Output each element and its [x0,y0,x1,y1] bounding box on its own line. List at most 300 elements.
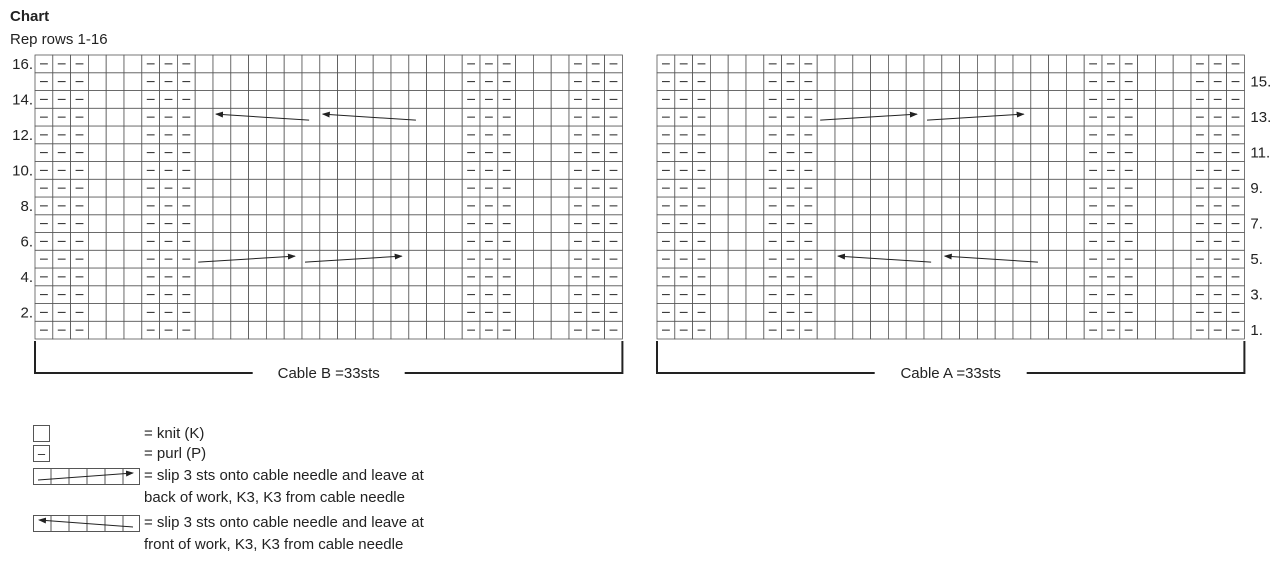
knit-stitch-cell [942,144,960,162]
knit-stitch-cell [728,197,746,215]
knit-stitch-cell [284,197,302,215]
knit-stitch-cell [249,73,267,91]
knit-stitch-cell [213,233,231,251]
knit-stitch-cell [995,108,1013,126]
knit-stitch-cell [924,55,942,73]
knit-stitch-cell [960,144,978,162]
knit-stitch-cell [1155,250,1173,268]
knit-stitch-cell [391,215,409,233]
legend-knit-text: = knit (K) [144,425,205,442]
knit-stitch-cell [302,162,320,180]
knit-stitch-cell [427,179,445,197]
knit-stitch-cell [284,55,302,73]
knit-stitch-cell [106,55,124,73]
knit-stitch-cell [710,162,728,180]
knit-stitch-cell [1066,268,1084,286]
knit-stitch-cell [710,286,728,304]
knit-stitch-cell [302,250,320,268]
knit-stitch-cell [373,304,391,322]
knit-stitch-cell [391,268,409,286]
knit-stitch-cell [355,144,373,162]
knit-stitch-cell [853,286,871,304]
knit-stitch-cell [888,108,906,126]
knit-stitch-cell [1031,162,1049,180]
knit-stitch-cell [409,233,427,251]
knit-stitch-cell [1173,286,1191,304]
knit-stitch-cell [853,162,871,180]
knit-stitch-cell [728,55,746,73]
knit-stitch-cell [1155,73,1173,91]
knit-stitch-cell [302,304,320,322]
knit-stitch-cell [213,197,231,215]
knit-stitch-cell [320,108,338,126]
knit-stitch-cell [1155,108,1173,126]
knit-stitch-cell [302,233,320,251]
knit-stitch-cell [942,233,960,251]
knit-stitch-cell [888,197,906,215]
knit-stitch-cell [551,144,569,162]
knit-stitch-cell [266,233,284,251]
knit-stitch-cell [391,91,409,109]
knit-stitch-cell [124,179,142,197]
knit-stitch-cell [355,126,373,144]
knit-stitch-cell [373,73,391,91]
knit-stitch-cell [355,233,373,251]
row-label: 12. [12,126,33,144]
row-label: 5. [1250,251,1263,269]
knit-stitch-cell [1138,55,1156,73]
knit-stitch-cell [195,91,213,109]
knit-stitch-cell [302,197,320,215]
knit-stitch-cell [1138,286,1156,304]
knit-stitch-cell [427,162,445,180]
knit-stitch-cell [853,233,871,251]
knit-stitch-cell [249,144,267,162]
row-label: 6. [20,233,33,251]
knit-stitch-cell [1173,73,1191,91]
knit-stitch-cell [266,215,284,233]
knit-stitch-cell [1173,215,1191,233]
knit-stitch-cell [213,126,231,144]
knit-stitch-cell [942,304,960,322]
knit-stitch-cell [231,108,249,126]
knit-stitch-cell [88,321,106,339]
knit-stitch-cell [1138,304,1156,322]
knit-stitch-cell [266,304,284,322]
knit-stitch-cell [1049,233,1067,251]
knit-stitch-cell [195,73,213,91]
knit-stitch-cell [924,233,942,251]
knit-stitch-cell [266,55,284,73]
knit-stitch-cell [728,321,746,339]
knit-stitch-cell [977,91,995,109]
knit-stitch-cell [302,286,320,304]
knit-stitch-cell [444,215,462,233]
knit-stitch-cell [320,126,338,144]
knit-stitch-cell [338,108,356,126]
knit-stitch-cell [924,268,942,286]
knit-stitch-cell [746,250,764,268]
knit-stitch-cell [88,179,106,197]
knit-stitch-cell [231,126,249,144]
knit-stitch-cell [195,126,213,144]
knit-stitch-cell [1155,286,1173,304]
knit-stitch-cell [249,91,267,109]
knit-stitch-cell [427,126,445,144]
knit-stitch-cell [516,321,534,339]
knit-stitch-cell [551,321,569,339]
knit-stitch-cell [231,233,249,251]
knit-stitch-cell [746,91,764,109]
knit-stitch-cell [231,91,249,109]
knit-stitch-cell [355,321,373,339]
row-label: 8. [20,197,33,215]
knit-stitch-cell [924,179,942,197]
knit-stitch-cell [924,321,942,339]
knit-stitch-cell [409,144,427,162]
knit-stitch-cell [977,268,995,286]
cable-name-label: Cable A =33sts [900,365,1001,382]
knit-stitch-cell [106,126,124,144]
knit-stitch-cell [995,197,1013,215]
knit-stitch-cell [284,304,302,322]
knit-stitch-cell [995,268,1013,286]
knit-stitch-cell [710,108,728,126]
knit-stitch-cell [231,268,249,286]
knit-stitch-cell [853,197,871,215]
knit-stitch-cell [888,126,906,144]
knit-stitch-cell [124,144,142,162]
knit-stitch-cell [106,233,124,251]
knit-stitch-cell [853,126,871,144]
knit-stitch-cell [409,126,427,144]
knit-stitch-cell [106,250,124,268]
knit-stitch-cell [960,286,978,304]
knit-stitch-cell [960,126,978,144]
knit-stitch-cell [302,215,320,233]
knit-stitch-cell [284,250,302,268]
knit-stitch-cell [124,286,142,304]
knit-stitch-cell [710,321,728,339]
knit-stitch-cell [124,197,142,215]
knit-stitch-cell [1155,304,1173,322]
row-label: 7. [1250,215,1263,233]
knit-stitch-cell [355,286,373,304]
knit-stitch-cell [746,233,764,251]
knit-legend-icon [33,425,51,443]
row-label: 3. [1250,286,1263,304]
knit-stitch-cell [1049,268,1067,286]
knit-stitch-cell [338,197,356,215]
knit-stitch-cell [1013,108,1031,126]
knit-stitch-cell [1049,91,1067,109]
knit-stitch-cell [871,162,889,180]
knit-stitch-cell [533,233,551,251]
purl-legend-dash: – [37,446,46,461]
knit-stitch-cell [1013,321,1031,339]
knit-stitch-cell [746,286,764,304]
knit-stitch-cell [213,321,231,339]
knit-stitch-cell [995,144,1013,162]
knit-stitch-cell [231,73,249,91]
knit-stitch-cell [924,126,942,144]
knit-stitch-cell [1155,179,1173,197]
knit-stitch-cell [817,91,835,109]
knit-stitch-cell [213,215,231,233]
knit-stitch-cell [88,215,106,233]
knit-stitch-cell [835,215,853,233]
knit-stitch-cell [817,73,835,91]
knit-stitch-cell [88,162,106,180]
knit-stitch-cell [320,55,338,73]
knit-stitch-cell [355,179,373,197]
knit-stitch-cell [124,91,142,109]
row-label: 13. [1250,109,1272,127]
knit-stitch-cell [906,179,924,197]
knit-stitch-cell [213,250,231,268]
knit-stitch-cell [1155,268,1173,286]
knit-stitch-cell [427,73,445,91]
knit-stitch-cell [942,197,960,215]
knit-stitch-cell [266,91,284,109]
knit-stitch-cell [516,250,534,268]
knit-stitch-cell [427,197,445,215]
knit-stitch-cell [427,233,445,251]
knit-stitch-cell [1013,215,1031,233]
knit-stitch-cell [1138,215,1156,233]
knit-stitch-cell [373,55,391,73]
knit-stitch-cell [995,233,1013,251]
knit-stitch-cell [746,197,764,215]
knit-stitch-cell [373,286,391,304]
row-label: 2. [20,304,33,322]
knit-stitch-cell [338,268,356,286]
knit-stitch-cell [427,215,445,233]
knit-stitch-cell [1155,162,1173,180]
knit-stitch-cell [871,304,889,322]
knit-stitch-cell [888,268,906,286]
knit-stitch-cell [320,286,338,304]
chart-title: Chart [10,8,50,25]
knit-stitch-cell [1049,162,1067,180]
knit-stitch-cell [409,179,427,197]
knit-stitch-cell [1049,215,1067,233]
legend-purl-text: = purl (P) [144,445,207,462]
knit-stitch-cell [835,73,853,91]
knit-stitch-cell [551,250,569,268]
knit-stitch-cell [338,304,356,322]
knit-stitch-cell [427,268,445,286]
knit-stitch-cell [249,126,267,144]
knit-stitch-cell [409,55,427,73]
knit-stitch-cell [1138,321,1156,339]
knit-stitch-cell [835,108,853,126]
knit-stitch-cell [853,55,871,73]
knit-stitch-cell [1013,91,1031,109]
knit-stitch-cell [977,321,995,339]
knit-stitch-cell [302,179,320,197]
knit-stitch-cell [533,286,551,304]
knit-stitch-cell [960,321,978,339]
knit-stitch-cell [444,55,462,73]
knit-stitch-cell [871,286,889,304]
knit-stitch-cell [391,250,409,268]
knit-stitch-cell [1138,91,1156,109]
knit-stitch-cell [1138,162,1156,180]
knit-stitch-cell [835,55,853,73]
knit-stitch-cell [728,215,746,233]
knit-stitch-cell [1031,268,1049,286]
knit-stitch-cell [516,268,534,286]
knit-stitch-cell [355,55,373,73]
knit-stitch-cell [746,55,764,73]
knit-stitch-cell [88,197,106,215]
knit-stitch-cell [817,162,835,180]
knit-stitch-cell [106,268,124,286]
knit-stitch-cell [284,144,302,162]
knit-stitch-cell [355,162,373,180]
knit-stitch-cell [1031,215,1049,233]
knit-stitch-cell [320,321,338,339]
knit-stitch-cell [853,144,871,162]
knit-stitch-cell [1013,73,1031,91]
knit-stitch-cell [284,268,302,286]
knit-stitch-cell [995,179,1013,197]
cable-name-label: Cable B =33sts [277,365,380,382]
row-label: 1. [1250,322,1263,340]
knit-stitch-cell [942,126,960,144]
knit-stitch-cell [977,162,995,180]
knit-stitch-cell [835,144,853,162]
knit-stitch-cell [1173,250,1191,268]
knit-stitch-cell [817,233,835,251]
knit-stitch-cell [444,286,462,304]
knit-stitch-cell [1013,268,1031,286]
knit-stitch-cell [516,179,534,197]
chart-cable-a [657,55,1271,382]
knit-stitch-cell [533,250,551,268]
knit-stitch-cell [320,162,338,180]
knit-stitch-cell [1138,108,1156,126]
knit-stitch-cell [1031,233,1049,251]
knit-stitch-cell [906,197,924,215]
knit-stitch-cell [888,73,906,91]
knit-stitch-cell [338,286,356,304]
knit-stitch-cell [746,162,764,180]
knit-stitch-cell [320,179,338,197]
knit-stitch-cell [195,144,213,162]
knit-stitch-cell [1031,179,1049,197]
knit-stitch-cell [195,197,213,215]
knit-stitch-cell [213,286,231,304]
knit-stitch-cell [551,215,569,233]
knit-stitch-cell [427,250,445,268]
knit-stitch-cell [551,286,569,304]
knit-stitch-cell [853,215,871,233]
knit-stitch-cell [551,233,569,251]
knit-stitch-cell [106,73,124,91]
knit-stitch-cell [710,233,728,251]
knit-stitch-cell [746,73,764,91]
knit-stitch-cell [1066,55,1084,73]
row-label: 15. [1250,73,1272,91]
stitch-count-bracket-left [35,341,253,373]
knit-stitch-cell [249,162,267,180]
knit-stitch-cell [516,197,534,215]
knit-stitch-cell [728,162,746,180]
knit-stitch-cell [995,73,1013,91]
knit-stitch-cell [355,197,373,215]
knit-stitch-cell [853,268,871,286]
knit-stitch-cell [106,286,124,304]
knit-stitch-cell [1066,73,1084,91]
knit-stitch-cell [1066,286,1084,304]
knit-stitch-cell [1173,162,1191,180]
knit-stitch-cell [995,162,1013,180]
knit-stitch-cell [533,179,551,197]
knit-stitch-cell [1138,179,1156,197]
legend-cable-back-line2: back of work, K3, K3 from cable needle [144,489,405,506]
knit-stitch-cell [427,108,445,126]
knit-stitch-cell [231,215,249,233]
knit-stitch-cell [88,108,106,126]
knit-stitch-cell [516,162,534,180]
knit-stitch-cell [1031,286,1049,304]
knit-stitch-cell [551,91,569,109]
knit-stitch-cell [1031,304,1049,322]
knit-stitch-cell [88,126,106,144]
knit-stitch-cell [871,91,889,109]
knit-stitch-cell [835,304,853,322]
knit-stitch-cell [1155,55,1173,73]
knit-stitch-cell [1049,304,1067,322]
knit-stitch-cell [1049,144,1067,162]
knit-stitch-cell [942,55,960,73]
knit-stitch-cell [710,126,728,144]
knit-stitch-cell [960,250,978,268]
knit-stitch-cell [906,73,924,91]
knit-stitch-cell [835,179,853,197]
knit-stitch-cell [977,286,995,304]
knit-stitch-cell [1173,233,1191,251]
knit-stitch-cell [817,304,835,322]
knit-stitch-cell [284,91,302,109]
knit-stitch-cell [871,215,889,233]
knit-stitch-cell [1066,179,1084,197]
knit-stitch-cell [710,91,728,109]
knit-stitch-cell [320,73,338,91]
knit-stitch-cell [213,144,231,162]
knit-stitch-cell [373,179,391,197]
knit-stitch-cell [249,179,267,197]
knit-stitch-cell [195,215,213,233]
knit-stitch-cell [1031,55,1049,73]
knit-stitch-cell [373,321,391,339]
knit-stitch-cell [195,233,213,251]
knit-stitch-cell [106,144,124,162]
knit-stitch-cell [710,179,728,197]
knit-stitch-cell [728,144,746,162]
knit-stitch-cell [817,250,835,268]
knit-stitch-cell [533,55,551,73]
knit-stitch-cell [533,268,551,286]
knit-stitch-cell [106,215,124,233]
knit-stitch-cell [551,304,569,322]
knit-stitch-cell [1049,286,1067,304]
knit-stitch-cell [960,268,978,286]
knit-stitch-cell [710,215,728,233]
knit-stitch-cell [302,91,320,109]
